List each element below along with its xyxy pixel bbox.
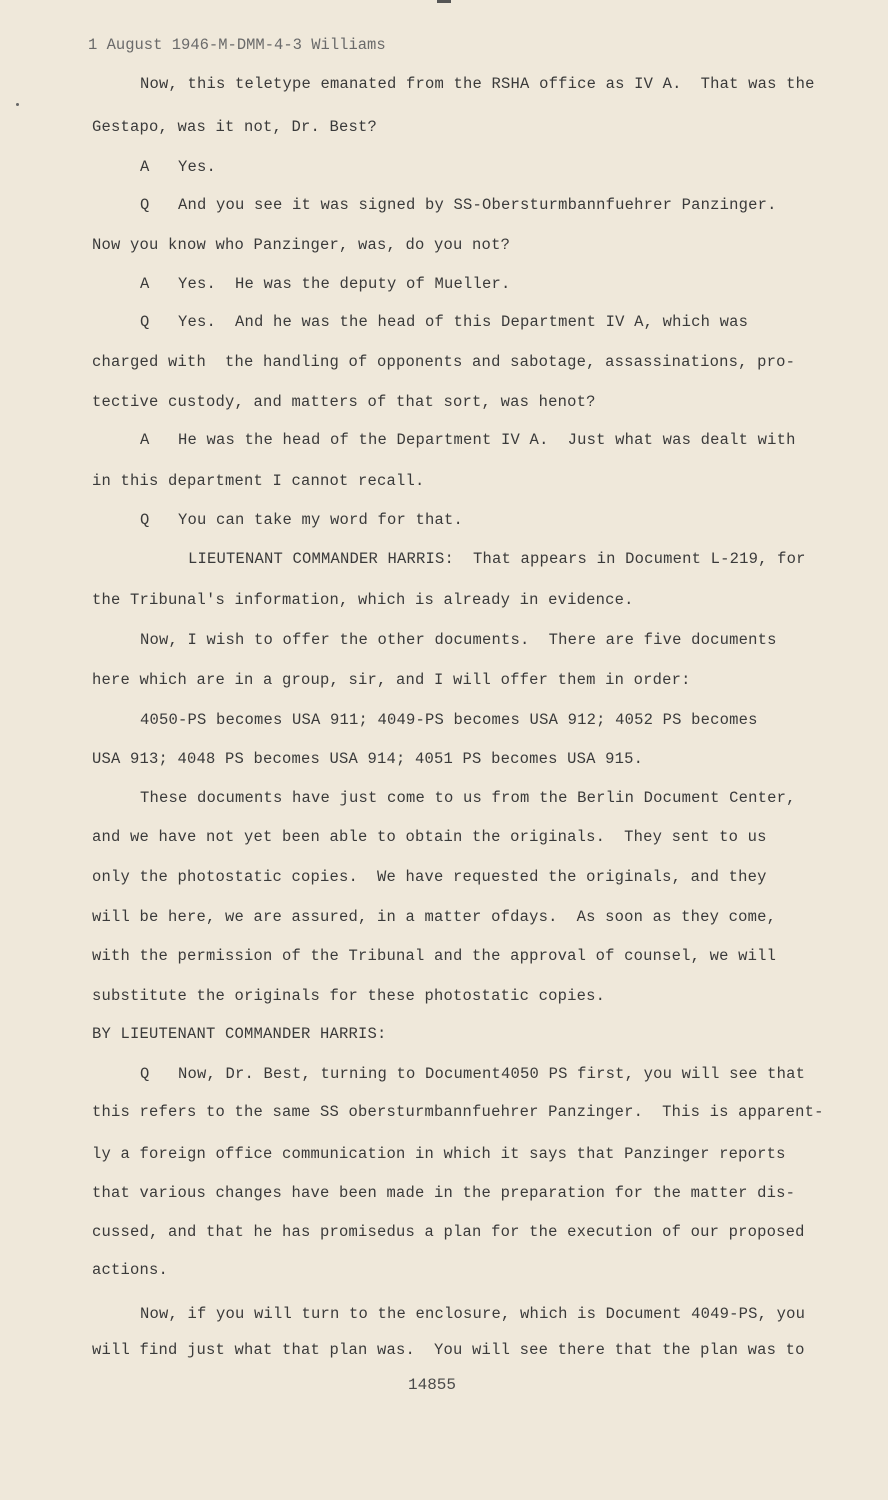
text-line: Q You can take my word for that.: [140, 511, 464, 529]
text-line: the Tribunal's information, which is already in evidence.: [92, 591, 634, 609]
text-line: Gestapo, was it not, Dr. Best?: [92, 118, 378, 136]
text-line: charged with the handling of opponents and sabotage, assassinations, pro-: [92, 353, 796, 371]
text-line: only the photostatic copies. We have requested the originals, and they: [92, 868, 767, 886]
text-line: BY LIEUTENANT COMMANDER HARRIS:: [92, 1025, 387, 1043]
text-line: will be here, we are assured, in a matter ofdays. As soon as they come,: [92, 908, 777, 926]
text-line: and we have not yet been able to obtain the originals. They sent to us: [92, 828, 767, 846]
text-line: 4050-PS becomes USA 911; 4049-PS becomes USA 912; 4052 PS becomes: [140, 711, 758, 729]
text-line: substitute the originals for these photostatic copies.: [92, 987, 606, 1005]
text-line: These documents have just come to us from the Berlin Document Center,: [140, 789, 796, 807]
text-line: with the permission of the Tribunal and the approval of counsel, we will: [92, 947, 777, 965]
text-line: A He was the head of the Department IV A. Just what was dealt with: [140, 431, 796, 449]
text-line: A Yes.: [140, 158, 217, 176]
text-line: ly a foreign office communication in which it says that Panzinger reports: [92, 1145, 786, 1163]
text-line: will find just what that plan was. You will see there that the plan was to: [92, 1341, 805, 1359]
text-line: Now you know who Panzinger, was, do you not?: [92, 236, 511, 254]
text-line: Now, this teletype emanated from the RSHA office as IV A. That was the: [140, 75, 815, 93]
text-line: cussed, and that he has promisedus a plan for the execution of our proposed: [92, 1223, 805, 1241]
margin-mark: [16, 103, 19, 106]
page-number: 14855: [408, 1376, 457, 1394]
text-line: Q Yes. And he was the head of this Department IV A, which was: [140, 313, 749, 331]
text-line: Now, I wish to offer the other documents. There are five documents: [140, 631, 777, 649]
text-line: USA 913; 4048 PS becomes USA 914; 4051 PS becomes USA 915.: [92, 750, 644, 768]
text-line: that various changes have been made in the preparation for the matter dis-: [92, 1184, 796, 1202]
text-line: tective custody, and matters of that sort, was henot?: [92, 393, 596, 411]
text-line: LIEUTENANT COMMANDER HARRIS: That appears in Document L-219, for: [188, 550, 806, 568]
text-line: in this department I cannot recall.: [92, 472, 425, 490]
text-line: A Yes. He was the deputy of Mueller.: [140, 275, 511, 293]
text-line: actions.: [92, 1261, 169, 1279]
text-line: Q And you see it was signed by SS-Obersturmbannfuehrer Panzinger.: [140, 196, 777, 214]
page-header: 1 August 1946-M-DMM-4-3 Williams: [88, 36, 386, 54]
text-line: this refers to the same SS obersturmbannfuehrer Panzinger. This is apparent-: [92, 1103, 824, 1121]
top-edge-mark: [437, 0, 451, 3]
text-line: Now, if you will turn to the enclosure, which is Document 4049-PS, you: [140, 1305, 806, 1323]
text-line: here which are in a group, sir, and I will offer them in order:: [92, 671, 691, 689]
text-line: Q Now, Dr. Best, turning to Document4050 PS first, you will see that: [140, 1065, 806, 1083]
